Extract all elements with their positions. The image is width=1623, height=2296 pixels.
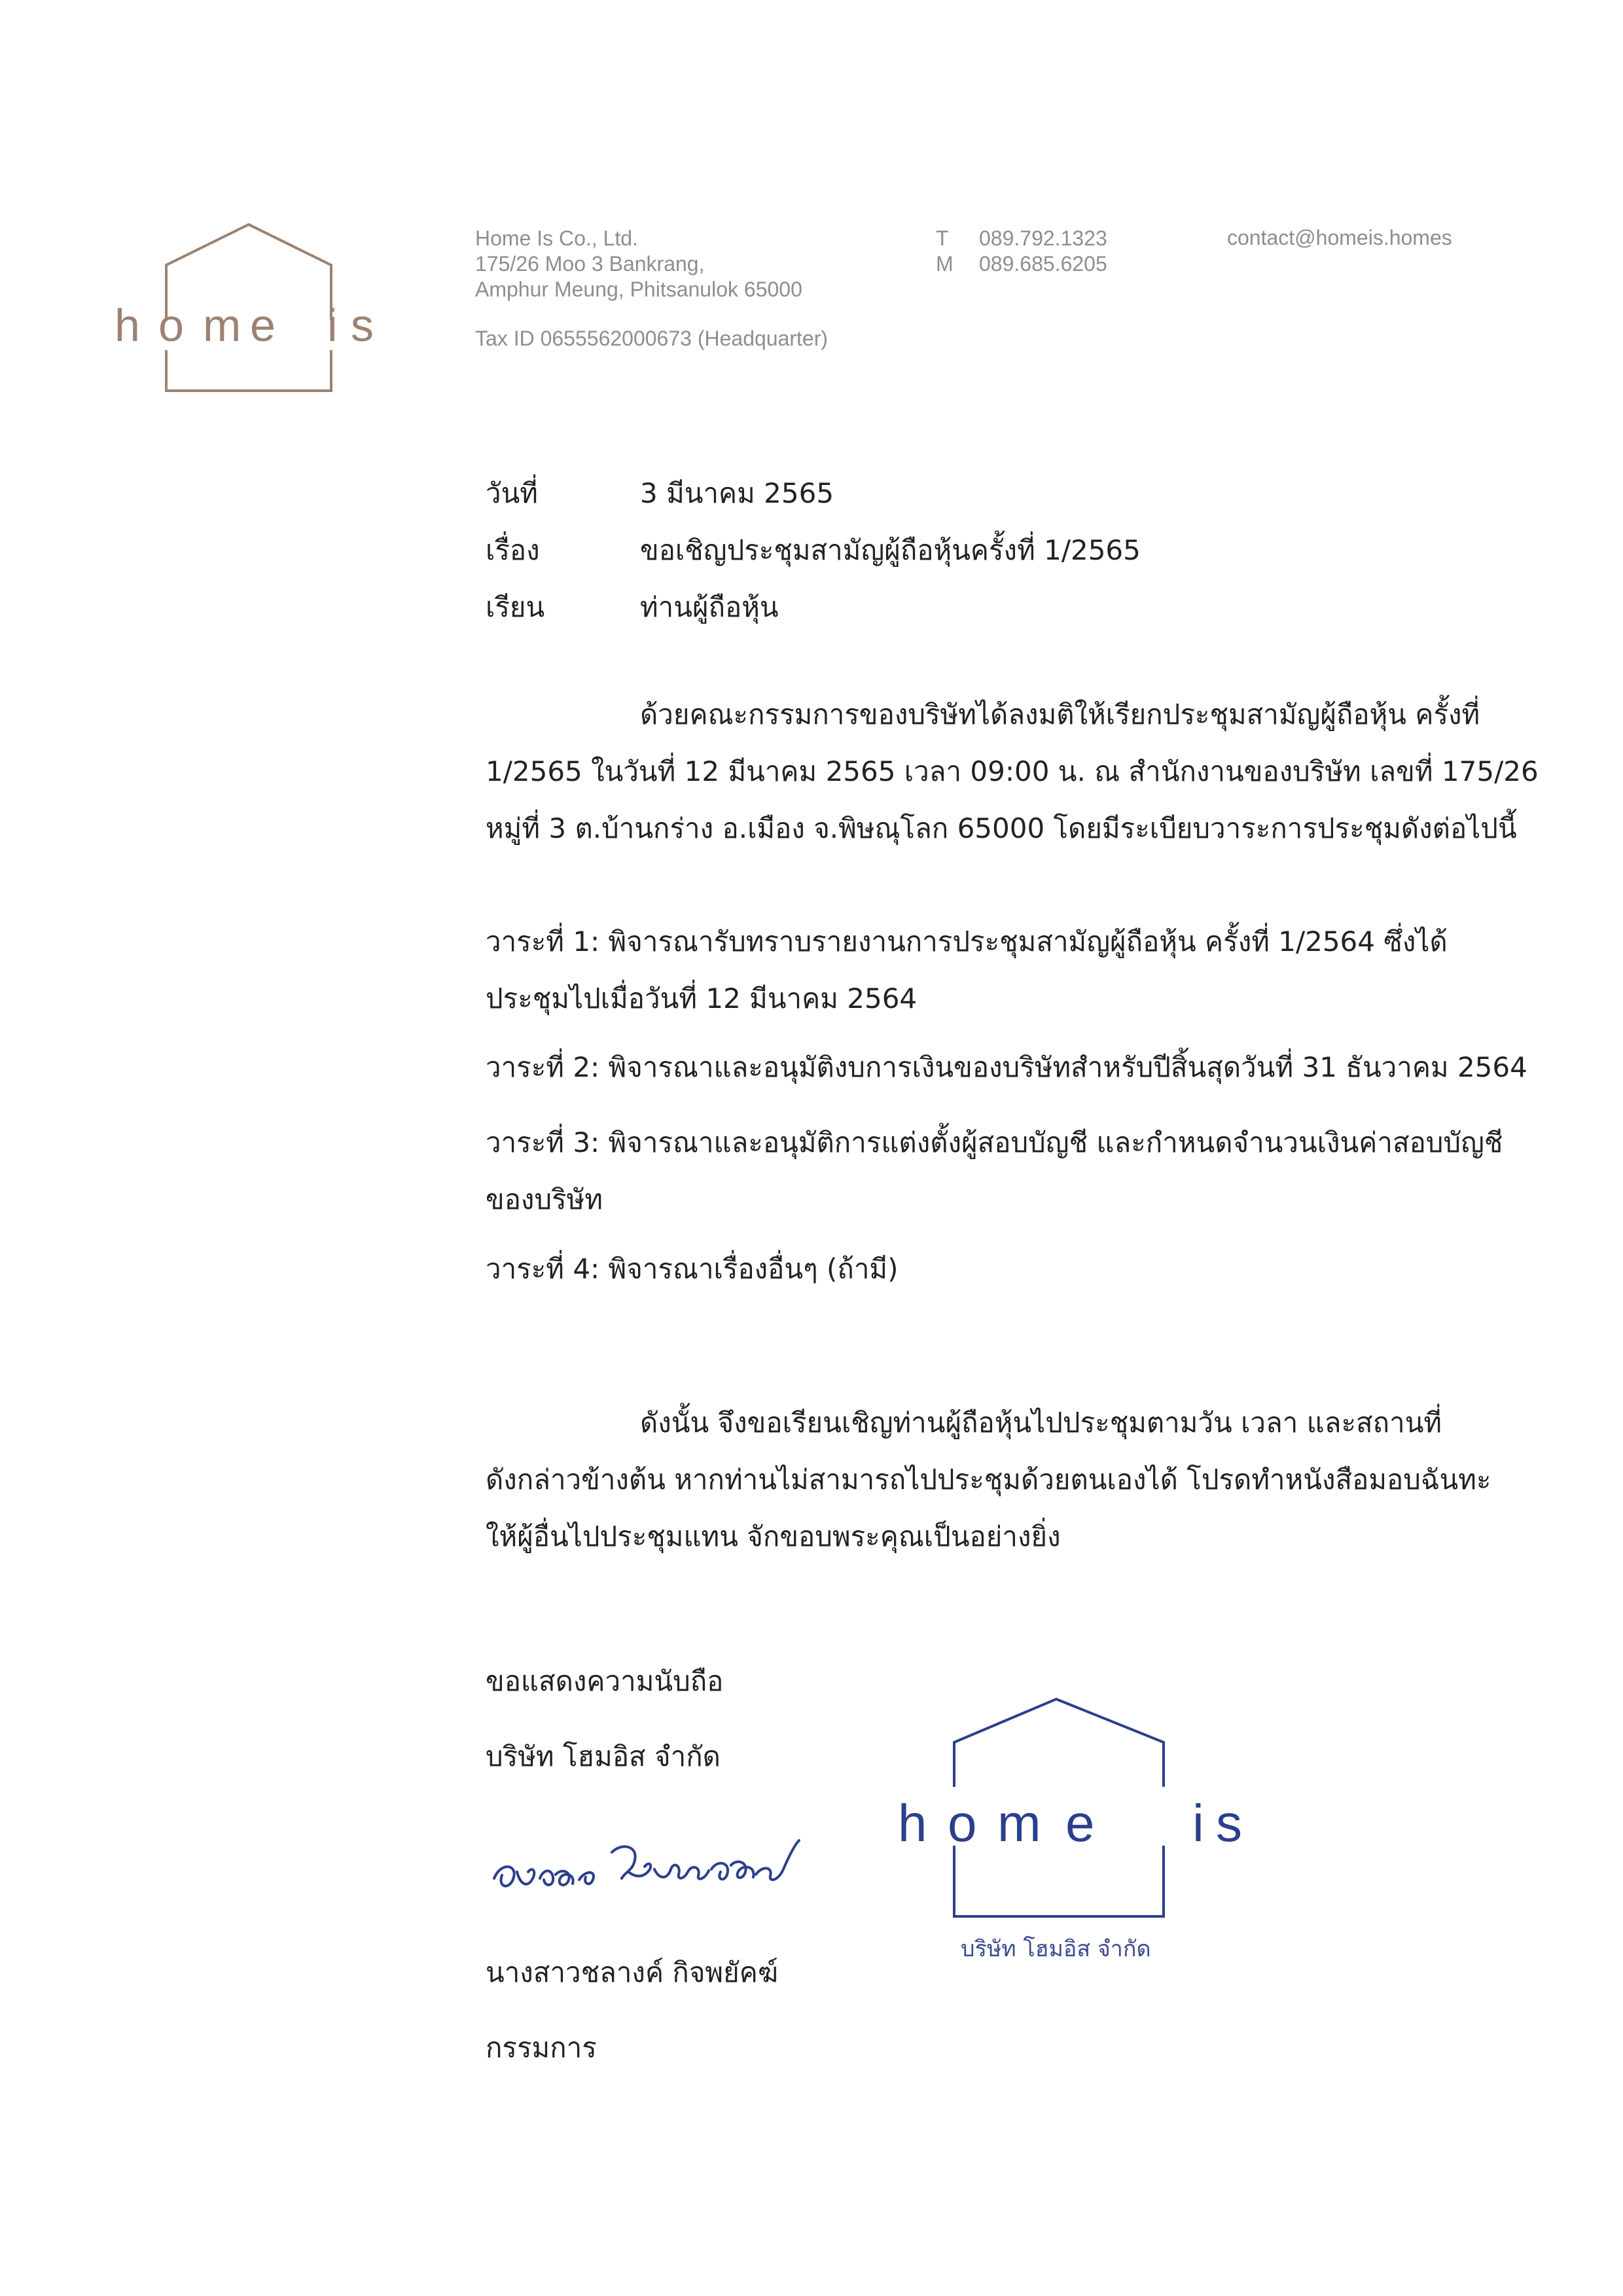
agenda-line: วาระที่ 2: พิจารณาและอนุมัติงบการเงินของบริษัทสำหรับปีสิ้นสุดวันที่ 31 ธันวาคม 2564 — [486, 1051, 1527, 1083]
intro-paragraph — [486, 686, 1539, 857]
contact-email: contact@homeis.homes — [1227, 226, 1452, 249]
company-thai-name: บริษัท โฮมอิส จำกัด — [486, 1740, 721, 1772]
subject-value: ขอเชิญประชุมสามัญผู้ถือหุ้นครั้งที่ 1/2565 — [640, 534, 1141, 566]
invitation-paragraph — [486, 1394, 1491, 1565]
recipient-value: ท่านผู้ถือหุ้น — [640, 591, 779, 623]
recipient-row — [486, 579, 1141, 636]
date-label: วันที่ — [486, 477, 538, 509]
subject-label: เรื่อง — [486, 534, 540, 566]
recipient-label: เรียน — [486, 591, 545, 623]
address-line-1: 175/26 Moo 3 Bankrang, — [475, 252, 705, 276]
signatory-block — [486, 1944, 1467, 2001]
agenda-item-1 — [486, 913, 1467, 1027]
mobile-row — [936, 251, 1107, 277]
contact-phones — [936, 226, 1107, 277]
company-logo: h o m e i s — [111, 219, 386, 403]
phone-label: T — [936, 226, 949, 250]
agenda-line: วาระที่ 1: พิจารณารับทราบรายงานการประชุมสามัญผู้ถือหุ้น ครั้งที่ 1/2564 ซึ่งได้ — [486, 925, 1448, 958]
paragraph-line: หมู่ที่ 3 ต.บ้านกร่าง อ.เมือง จ.พิษณุโลก 65000 โดยมีระเบียบวาระการประชุมดังต่อไปนี้ — [486, 812, 1517, 844]
paragraph-line: ดังนั้น จึงขอเรียนเชิญท่านผู้ถือหุ้นไปประชุมตามวัน เวลา และสถานที่ — [640, 1407, 1442, 1439]
agenda-line: ประชุมไปเมื่อวันที่ 12 มีนาคม 2564 — [486, 982, 918, 1014]
phone-number: 089.792.1323 — [979, 226, 1107, 250]
paragraph-line: 1/2565 ในวันที่ 12 มีนาคม 2565 เวลา 09:00 น. ณ สำนักงานของบริษัท เลขที่ 175/26 — [486, 755, 1539, 787]
agenda-line: วาระที่ 4: พิจารณาเรื่องอื่นๆ (ถ้ามี) — [486, 1253, 899, 1285]
letter-meta — [486, 465, 1141, 636]
date-row — [486, 465, 1141, 522]
tax-id: Tax ID 0655562000673 (Headquarter) — [475, 327, 829, 350]
phone-row — [936, 226, 1107, 251]
company-stamp: h o m e i s บริษัท โฮมอิส จำกัด — [890, 1695, 1257, 1970]
agenda-line: ของบริษัท — [486, 1183, 603, 1215]
date-value: 3 มีนาคม 2565 — [640, 477, 834, 509]
agenda-item-3 — [486, 1114, 1503, 1228]
paragraph-line: ด้วยคณะกรรมการของบริษัทได้ลงมติให้เรียกประชุมสามัญผู้ถือหุ้น ครั้งที่ — [640, 698, 1480, 730]
paragraph-line: ดังกล่าวข้างต้น หากท่านไม่สามารถไปประชุมด้วยตนเองได้ โปรดทำหนังสือมอบฉันทะ — [486, 1463, 1491, 1496]
mobile-number: 089.685.6205 — [979, 252, 1107, 276]
regards-text: ขอแสดงความนับถือ — [486, 1665, 724, 1697]
signatory-position: กรรมการ — [486, 2032, 597, 2064]
address-line-2: Amphur Meung, Phitsanulok 65000 — [475, 278, 802, 301]
paragraph-line: ให้ผู้อื่นไปประชุมแทน จักขอบพระคุณเป็นอย่างยิ่ง — [486, 1520, 1061, 1552]
company-address-block — [475, 226, 802, 302]
subject-row — [486, 522, 1141, 579]
house-outline-icon — [111, 219, 386, 403]
position-block — [486, 2019, 1467, 2076]
agenda-item-4 — [486, 1240, 1467, 1297]
mobile-label: M — [936, 252, 954, 276]
handwritten-signature — [488, 1806, 815, 1918]
agenda-line: วาระที่ 3: พิจารณาและอนุมัติการแต่งตั้งผู้สอบบัญชี และกำหนดจำนวนเงินค่าสอบบัญชี — [486, 1126, 1503, 1158]
signatory-name: นางสาวชลางค์ กิจพยัคฆ์ — [486, 1956, 778, 1988]
stamp-caption: บริษัท โฮมอิส จำกัด — [961, 1936, 1151, 1957]
company-name: Home Is Co., Ltd. — [475, 226, 638, 250]
agenda-item-2 — [486, 1039, 1527, 1096]
